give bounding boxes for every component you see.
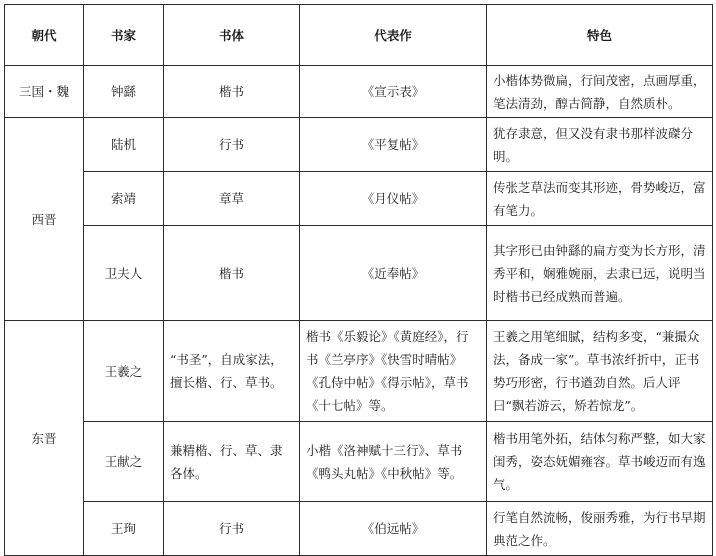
dynasty-cell: 东晋 [5,321,84,556]
calligraphers-table [4,4,713,556]
table-row [5,172,713,226]
features-cell: 行笔自然流畅，俊丽秀雅，为行书早期典范之作。 [487,502,713,556]
header-works: 代表作 [300,5,487,66]
works-cell: 《伯远帖》 [300,502,487,556]
works-cell: 小楷《洛神赋十三行》、草书《鸭头丸帖》《中秋帖》等。 [300,422,487,502]
table-row [5,118,713,172]
works-cell: 《宣示表》 [300,66,487,118]
works-cell: 《平复帖》 [300,118,487,172]
calligrapher-cell: 陆机 [84,118,164,172]
header-script: 书体 [164,5,300,66]
header-row [5,5,713,66]
works-cell: 《近奉帖》 [300,226,487,321]
table-row [5,226,713,321]
calligrapher-cell: 王羲之 [84,321,164,422]
dynasty-cell: 三国・魏 [5,66,84,118]
script-cell: 楷书 [164,226,300,321]
header-calligrapher: 书家 [84,5,164,66]
features-cell: 王羲之用笔细腻，结构多变，“兼撮众法，备成一家”。草书浓纤折中，正书势巧形密，行书遒劲自然。后人评曰“飘若游云，矫若惊龙”。 [487,321,713,422]
dynasty-cell: 西晋 [5,118,84,321]
script-cell: 章草 [164,172,300,226]
script-cell: “书圣”，自成家法，擅长楷、行、草书。 [164,321,300,422]
features-cell: 楷书用笔外拓，结体匀称严整，如大家闺秀，姿态妩媚雍容。草书峻迈而有逸气。 [487,422,713,502]
calligrapher-cell: 索靖 [84,172,164,226]
script-cell: 行书 [164,502,300,556]
works-cell: 《月仪帖》 [300,172,487,226]
features-cell: 小楷体势微扁，行间茂密，点画厚重，笔法清劲，醇古简静，自然质朴。 [487,66,713,118]
table-row [5,502,713,556]
calligrapher-cell: 王珣 [84,502,164,556]
features-cell: 犹存隶意，但又没有隶书那样波磔分明。 [487,118,713,172]
header-features: 特色 [487,5,713,66]
calligrapher-cell: 王献之 [84,422,164,502]
features-cell: 其字形已由钟繇的扁方变为长方形，清秀平和，娴雅婉丽，去隶已远，说明当时楷书已经成熟而普遍。 [487,226,713,321]
table-row [5,321,713,422]
calligrapher-cell: 钟繇 [84,66,164,118]
script-cell: 楷书 [164,66,300,118]
calligrapher-cell: 卫夫人 [84,226,164,321]
features-cell: 传张芝草法而变其形迹，骨势峻迈，富有笔力。 [487,172,713,226]
script-cell: 行书 [164,118,300,172]
header-dynasty: 朝代 [5,5,84,66]
table-row [5,422,713,502]
script-cell: 兼精楷、行、草、隶各体。 [164,422,300,502]
table-row [5,66,713,118]
works-cell: 楷书《乐毅论》《黄庭经》，行书《兰亭序》《快雪时晴帖》《孔侍中帖》《得示帖》，草书《十七帖》等。 [300,321,487,422]
